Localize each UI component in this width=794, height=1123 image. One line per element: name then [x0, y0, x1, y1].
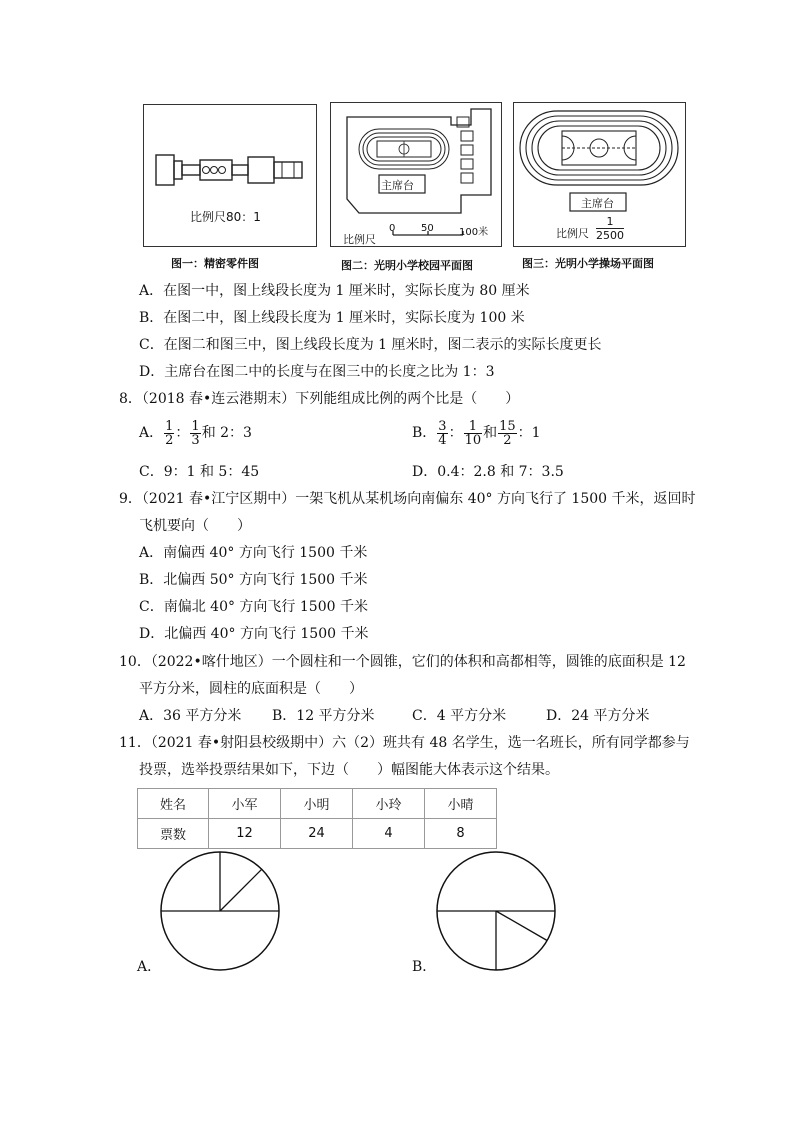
q8-option-d: D．0.4：2.8 和 7：3.5: [412, 464, 564, 480]
figure-3-scale-numerator: 1: [596, 215, 624, 229]
figure-3-frame: [513, 102, 686, 247]
q8-stem: 8．（2018 春•连云港期末）下列能组成比例的两个比是（ ）: [119, 391, 520, 407]
q10-option-c: C．4 平方分米: [412, 708, 507, 724]
pie-a-radius: [220, 869, 262, 911]
table-cell: 小明: [281, 789, 353, 819]
q7-option-b: B．在图二中，图上线段长度为 1 厘米时，实际长度为 100 米: [139, 310, 525, 326]
q9-stem-line-1: 9．（2021 春•江宁区期中）一架飞机从某机场向南偏东 40° 方向飞行了 1500 千米，返回时: [119, 491, 696, 507]
table-cell: 姓名: [138, 789, 209, 819]
pie-b-label: B．: [412, 959, 437, 975]
q8-option-c: C．9：1 和 5：45: [139, 464, 260, 480]
table-header-row: [138, 789, 497, 819]
q8-b-fraction-3: $\frac{15}{2}$: [499, 418, 516, 448]
figure-3-caption: 图三：光明小学操场平面图: [522, 257, 654, 270]
q9-option-d: D．北偏西 40° 方向飞行 1500 千米: [139, 626, 369, 642]
pie-a-label: A．: [137, 959, 162, 975]
figure-3-stand-label: 主席台: [581, 197, 614, 210]
q8-option-b: B． $\frac{3}{4}$ ： $\frac{1}{10}$ 和 $\frac{15}{2}$ ：1: [412, 418, 541, 448]
figure-2-tick-100: 100米: [459, 227, 489, 238]
figure-2-frame: [330, 102, 502, 247]
q7-option-a: A．在图一中，图上线段长度为 1 厘米时，实际长度为 80 厘米: [139, 283, 530, 299]
table-cell: 小晴: [425, 789, 497, 819]
table-cell: 小玲: [353, 789, 425, 819]
q9-option-c: C．南偏北 40° 方向飞行 1500 千米: [139, 599, 368, 615]
table-cell: 24: [281, 819, 353, 849]
q10-option-a: A．36 平方分米: [139, 708, 242, 724]
q8-option-a: A． $\frac{1}{2}$ ： $\frac{1}{3}$ 和 2：3: [139, 418, 252, 448]
figure-2-stand-label: 主席台: [381, 179, 414, 192]
q10-option-b: B．12 平方分米: [272, 708, 375, 724]
q10-stem-line-1: 10．（2022•喀什地区）一个圆柱和一个圆锥，它们的体积和高都相等，圆锥的底面积是 12: [119, 654, 686, 670]
figure-2-tick-0: 0: [389, 223, 396, 234]
q10-option-d: D．24 平方分米: [546, 708, 650, 724]
q9-option-a: A．南偏西 40° 方向飞行 1500 千米: [139, 545, 368, 561]
pie-chart-a: [159, 850, 281, 972]
table-cell: 票数: [138, 819, 209, 849]
table-cell: 12: [209, 819, 281, 849]
q8-b-fraction-1: $\frac{3}{4}$: [438, 418, 447, 448]
q8-a-fraction-2: $\frac{1}{3}$: [191, 418, 200, 448]
q8-b-fraction-2: $\frac{1}{10}$: [464, 418, 482, 448]
q11-stem-line-2: 投票，选举投票结果如下，下边（ ）幅图能大体表示这个结果。: [139, 762, 559, 778]
vote-table: [137, 788, 497, 849]
figure-3-scale-label: 比例尺: [556, 227, 589, 240]
q8-a-fraction-1: $\frac{1}{2}$: [165, 418, 174, 448]
figure-3-scale-fraction: [596, 215, 624, 242]
table-cell: 小军: [209, 789, 281, 819]
pie-chart-b: [435, 850, 557, 972]
q11-stem-line-1: 11．（2021 春•射阳县校级期中）六（2）班共有 48 名学生，选一名班长，所有同学都参与: [119, 735, 690, 751]
q9-option-b: B．北偏西 50° 方向飞行 1500 千米: [139, 572, 368, 588]
table-row: [138, 819, 497, 849]
figure-3-scale-denominator: 2500: [596, 229, 624, 242]
figure-1-scale: 比例尺80：1: [190, 210, 261, 224]
table-cell: 4: [353, 819, 425, 849]
figure-1-caption: 图一：精密零件图: [171, 257, 259, 270]
table-cell: 8: [425, 819, 497, 849]
figure-2-scale-label: 比例尺: [343, 233, 376, 246]
q9-stem-line-2: 飞机要向（ ）: [139, 518, 251, 534]
q10-stem-line-2: 平方分米，圆柱的底面积是（ ）: [139, 681, 363, 697]
figure-1-frame: [143, 104, 317, 247]
q7-option-c: C．在图二和图三中，图上线段长度为 1 厘米时，图二表示的实际长度更长: [139, 337, 602, 353]
figure-2-tick-50: 50: [421, 223, 434, 234]
figure-2-caption: 图二：光明小学校园平面图: [341, 259, 473, 272]
q7-option-d: D．主席台在图二中的长度与在图三中的长度之比为 1：3: [139, 364, 495, 380]
pie-b-radius: [496, 911, 547, 941]
